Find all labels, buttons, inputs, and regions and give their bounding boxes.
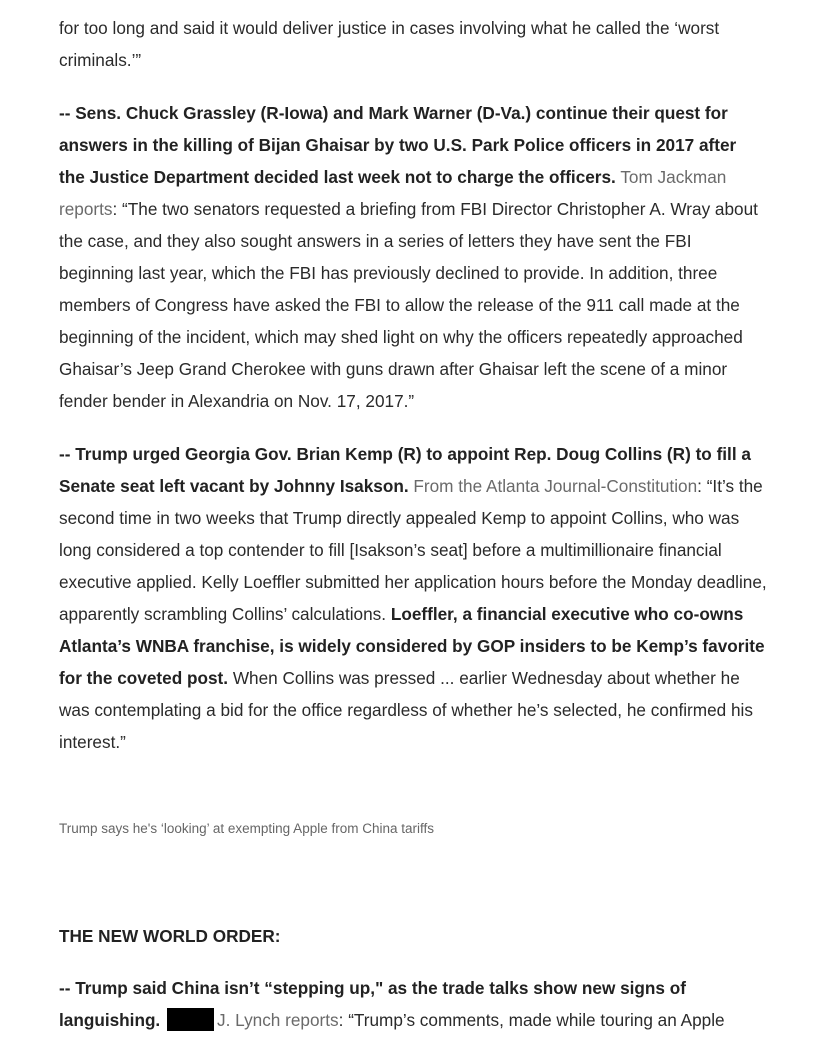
headline-bold: -- Trump urged Georgia Gov. Brian Kemp (R) to appoint Rep. Doug Collins (R) to fill a Senate seat left vacant by Johnny Isakson. (59, 444, 751, 496)
ajc-link[interactable]: From the Atlanta Journal-Constitution (413, 476, 698, 496)
lynch-link[interactable]: J. Lynch reports (217, 1010, 339, 1030)
redaction-bar (167, 1008, 214, 1031)
paragraph-china-trade (59, 972, 769, 1036)
paragraph-ghaisar (59, 97, 765, 417)
paragraph-text: : “Trump’s comments, made while touring an Apple (338, 1010, 725, 1030)
headline-bold: -- Sens. Chuck Grassley (R-Iowa) and Mark Warner (D-Va.) continue their quest for answers in the killing of Bijan Ghaisar by two U.S. Park Police officers in 2017 after the Justice Department decided last week not to charge the officers. (59, 103, 737, 187)
paragraph-kemp-collins (59, 438, 769, 758)
emphasis-bold: Loeffler, a financial executive who co-owns Atlanta’s WNBA franchise, is widely considered by GOP insiders to be Kemp’s favorite for the coveted post. (59, 604, 765, 688)
paragraph-text: : “The two senators requested a briefing from FBI Director Christopher A. Wray about the case, and they also sought answers in a series of letters they have sent the FBI beginning last year, which the FBI has previously declined to provide. In addition, three members of Congress have asked the FBI to allow the release of the 911 call made at the beginning of the incident, which may shed light on why the officers repeatedly approached Ghaisar’s Jeep Grand Cherokee with guns drawn after Ghaisar left the scene of a minor fender bender in Alexandria on Nov. 17, 2017.” (59, 199, 758, 411)
section-heading: THE NEW WORLD ORDER: (59, 926, 281, 946)
paragraph-text: for too long and said it would deliver justice in cases involving what he called the ‘worst criminals.’” (59, 18, 720, 70)
video-caption[interactable]: Trump says he's ‘looking’ at exempting Apple from China tariffs (59, 821, 435, 836)
paragraph-text: : “It’s the second time in two weeks that Trump directly appealed Kemp to appoint Collins, who was long considered a top contender to fill [Isakson’s seat] before a multimillionaire financial executive applied. Kelly Loeffler submitted her application hours before the Monday deadline, apparently scrambling Collins’ calculations. (59, 476, 767, 624)
paragraph-text-continued: When Collins was pressed ... earlier Wednesday about whether he was contemplating a bid for the office regardless of whether he’s selected, he confirmed his interest.” (59, 668, 753, 752)
paragraph-executions (59, 12, 769, 76)
tom-jackman-link[interactable]: Tom Jackman reports (59, 167, 727, 219)
headline-bold: -- Trump said China isn’t “stepping up," as the trade talks show new signs of languishing. (59, 978, 686, 1030)
